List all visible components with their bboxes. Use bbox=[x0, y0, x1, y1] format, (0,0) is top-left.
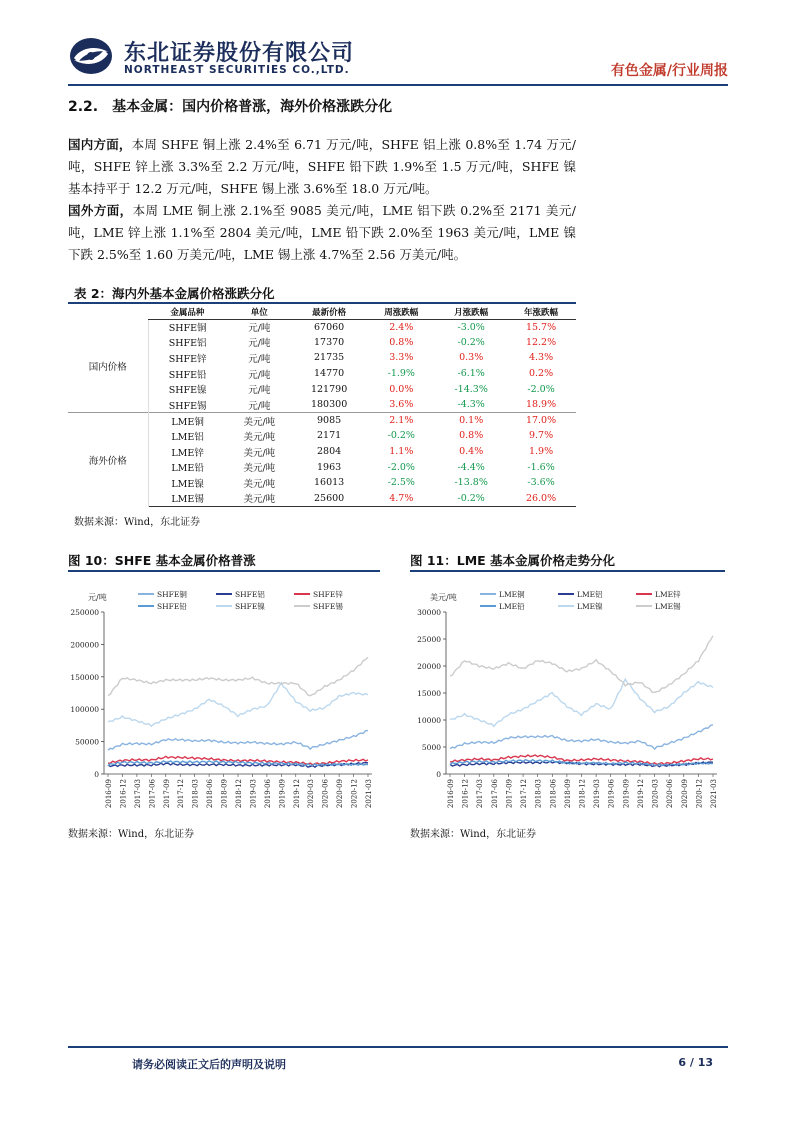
y-axis-unit-label: 美元/吨 bbox=[430, 593, 457, 602]
table-header-cell: 最新价格 bbox=[292, 305, 367, 319]
table-header-cell: 月涨跌幅 bbox=[436, 305, 506, 319]
legend-label: SHFE铝 bbox=[235, 590, 265, 599]
x-tick-label: 2019-03 bbox=[249, 779, 258, 809]
table-cell-metal: LME铜 bbox=[148, 413, 227, 429]
table-caption: 表 2：海内外基本金属价格涨跌分化 bbox=[74, 286, 275, 301]
shfe-price-chart bbox=[68, 580, 380, 818]
table-cell-metal: SHFE锌 bbox=[168, 353, 207, 365]
domestic-label: 国内方面， bbox=[68, 137, 132, 152]
table-cell-unit: 美元/吨 bbox=[243, 478, 276, 490]
x-tick-label: 2018-03 bbox=[534, 779, 543, 809]
legend-label: LME镍 bbox=[577, 602, 603, 611]
table-cell-unit: 元/吨 bbox=[248, 369, 271, 381]
footer-disclaimer: 请务必阅读正文后的声明及说明 bbox=[132, 1058, 286, 1071]
table-row bbox=[68, 413, 576, 429]
x-tick-label: 2016-12 bbox=[119, 779, 128, 809]
x-tick-label: 2018-06 bbox=[549, 779, 558, 809]
x-tick-label: 2019-06 bbox=[263, 779, 272, 809]
table-cell-week: 1.1% bbox=[389, 446, 414, 458]
series-line bbox=[108, 731, 368, 750]
table-cell-week: 0.8% bbox=[389, 336, 414, 348]
table-cell-metal: LME铅 bbox=[171, 463, 204, 475]
section-number: 2.2. bbox=[68, 99, 99, 115]
legend-label: SHFE锌 bbox=[313, 590, 343, 599]
legend-label: SHFE铜 bbox=[157, 590, 187, 599]
table-cell-price: 121790 bbox=[310, 383, 348, 395]
y-tick-label: 0 bbox=[94, 770, 99, 779]
table-cell-month: -3.0% bbox=[457, 321, 485, 333]
table-cell-price: 2171 bbox=[317, 430, 342, 442]
table-group-label: 海外价格 bbox=[68, 413, 148, 507]
table-cell-month: 0.8% bbox=[459, 430, 484, 442]
series-line bbox=[108, 657, 368, 696]
chart10-source: 数据来源：Wind，东北证券 bbox=[68, 829, 195, 840]
table-cell-year: 12.2% bbox=[525, 336, 557, 348]
chart10-caption: 图 10：SHFE 基本金属价格普涨 bbox=[68, 553, 256, 568]
table-cell-price: 25600 bbox=[292, 491, 367, 507]
table-cell-week: 2.4% bbox=[389, 321, 414, 333]
x-tick-label: 2018-12 bbox=[578, 779, 587, 809]
legend-label: LME锡 bbox=[655, 602, 681, 611]
table-cell-month: 0.3% bbox=[459, 352, 484, 364]
footer-divider bbox=[68, 1046, 728, 1048]
table-cell-unit: 美元/吨 bbox=[227, 491, 292, 507]
table-cell-metal: SHFE铜 bbox=[168, 323, 207, 335]
company-logo-icon bbox=[68, 36, 114, 76]
chart11-caption-line bbox=[410, 570, 725, 572]
table-cell-year: 18.9% bbox=[525, 399, 557, 411]
x-tick-label: 2019-06 bbox=[607, 779, 616, 809]
x-tick-label: 2020-09 bbox=[336, 779, 345, 809]
x-tick-label: 2021-03 bbox=[710, 779, 718, 809]
section-title bbox=[68, 96, 392, 116]
table-cell-metal: LME锌 bbox=[171, 447, 204, 459]
metals-price-table bbox=[68, 305, 576, 507]
x-tick-label: 2017-09 bbox=[505, 779, 514, 809]
section-heading: 基本金属：国内价格普涨，海外价格涨跌分化 bbox=[112, 99, 393, 115]
table-cell-week: -2.0% bbox=[387, 461, 415, 473]
page-header bbox=[68, 30, 728, 84]
legend-label: LME铅 bbox=[499, 602, 525, 611]
chart10-container bbox=[68, 580, 380, 818]
x-tick-label: 2020-03 bbox=[307, 779, 316, 809]
x-tick-label: 2017-09 bbox=[162, 779, 171, 809]
table-row bbox=[68, 319, 576, 335]
table-cell-year: -1.6% bbox=[527, 461, 555, 473]
table-cell-price: 16013 bbox=[313, 477, 345, 489]
table-cell-price: 67060 bbox=[313, 321, 345, 333]
y-tick-label: 25000 bbox=[417, 635, 441, 644]
x-tick-label: 2018-03 bbox=[191, 779, 200, 809]
x-tick-label: 2018-06 bbox=[206, 779, 215, 809]
table-cell-unit: 元/吨 bbox=[248, 400, 271, 412]
x-tick-label: 2019-12 bbox=[636, 779, 645, 809]
x-tick-label: 2017-03 bbox=[476, 779, 485, 809]
lme-price-chart bbox=[410, 580, 725, 818]
table-header-cell: 年涨跌幅 bbox=[506, 305, 576, 319]
table-cell-metal: SHFE锡 bbox=[168, 400, 207, 412]
table-cell-week: 0.0% bbox=[389, 383, 414, 395]
table-cell-week: 3.3% bbox=[389, 352, 414, 364]
table-cell-price: 9085 bbox=[292, 413, 367, 429]
x-tick-label: 2019-09 bbox=[622, 779, 631, 809]
table-group-label: 国内价格 bbox=[68, 319, 148, 413]
table-cell-month: -4.4% bbox=[457, 461, 485, 473]
table-cell-unit: 美元/吨 bbox=[243, 447, 276, 459]
table-header-blank bbox=[68, 305, 148, 319]
x-tick-label: 2019-03 bbox=[593, 779, 602, 809]
table-cell-metal: SHFE铅 bbox=[168, 369, 207, 381]
table-cell-unit: 元/吨 bbox=[248, 385, 271, 397]
header-divider bbox=[68, 84, 728, 86]
table-cell-year: 0.2% bbox=[528, 368, 554, 380]
table-cell-month: 0.4% bbox=[459, 446, 484, 458]
table-cell-week: 4.7% bbox=[366, 491, 436, 507]
legend-label: SHFE铅 bbox=[157, 602, 187, 611]
y-tick-label: 50000 bbox=[75, 737, 99, 747]
x-tick-label: 2020-12 bbox=[350, 779, 359, 809]
table-cell-metal: LME镍 bbox=[171, 478, 204, 490]
table-cell-month: -14.3% bbox=[454, 383, 488, 395]
table-cell-week: -2.5% bbox=[387, 477, 415, 489]
legend-label: SHFE锡 bbox=[313, 602, 343, 611]
legend-label: SHFE镍 bbox=[235, 602, 265, 611]
table-source: 数据来源：Wind，东北证券 bbox=[74, 517, 201, 528]
table-cell-week: -0.2% bbox=[387, 430, 415, 442]
y-tick-label: 10000 bbox=[417, 716, 441, 725]
chart10-caption-line bbox=[68, 570, 380, 572]
table-cell-year: -2.0% bbox=[527, 383, 555, 395]
legend-label: LME铜 bbox=[499, 590, 525, 599]
x-tick-label: 2020-06 bbox=[666, 779, 675, 809]
chart11-source: 数据来源：Wind，东北证券 bbox=[410, 829, 537, 840]
table-cell-week: -1.9% bbox=[387, 368, 415, 380]
x-tick-label: 2021-03 bbox=[365, 779, 373, 809]
x-tick-label: 2017-03 bbox=[133, 779, 142, 809]
table-caption-line bbox=[68, 302, 576, 304]
company-name-cn: 东北证券股份有限公司 bbox=[124, 41, 355, 66]
chart11-caption: 图 11：LME 基本金属价格走势分化 bbox=[410, 553, 616, 568]
x-tick-label: 2016-12 bbox=[461, 779, 470, 809]
table-header-row bbox=[68, 305, 576, 319]
x-tick-label: 2020-06 bbox=[321, 779, 330, 809]
table-cell-year: 17.0% bbox=[506, 413, 576, 429]
y-tick-label: 30000 bbox=[417, 608, 441, 617]
x-tick-label: 2020-12 bbox=[695, 779, 704, 809]
table-cell-month: -6.1% bbox=[457, 368, 485, 380]
table-cell-price: 180300 bbox=[310, 399, 348, 411]
y-tick-label: 150000 bbox=[70, 672, 99, 682]
table-cell-month: -13.8% bbox=[454, 477, 488, 489]
series-line bbox=[108, 683, 368, 726]
x-tick-label: 2020-03 bbox=[651, 779, 660, 809]
table-cell-metal: SHFE镍 bbox=[168, 385, 207, 397]
table-cell-month: -0.2% bbox=[436, 491, 506, 507]
chart11-container bbox=[410, 580, 725, 818]
table-cell-month: -0.2% bbox=[457, 336, 485, 348]
table-cell-year: 1.9% bbox=[528, 446, 554, 458]
y-axis-unit-label: 元/吨 bbox=[88, 593, 107, 602]
domestic-paragraph bbox=[68, 134, 576, 200]
table-cell-metal: SHFE铝 bbox=[168, 338, 207, 350]
table-cell-year: 4.3% bbox=[528, 352, 554, 364]
table-cell-price: 21735 bbox=[313, 352, 345, 364]
y-tick-label: 200000 bbox=[70, 640, 99, 650]
x-tick-label: 2018-09 bbox=[220, 779, 229, 809]
table-cell-year: 15.7% bbox=[525, 321, 557, 333]
table-cell-year: 26.0% bbox=[506, 491, 576, 507]
page-number: 6 / 13 bbox=[678, 1056, 713, 1069]
table-cell-unit: 元/吨 bbox=[248, 338, 271, 350]
legend-label: LME铝 bbox=[577, 590, 603, 599]
x-tick-label: 2019-12 bbox=[292, 779, 301, 809]
table-cell-price: 1963 bbox=[317, 461, 342, 473]
table-cell-unit: 美元/吨 bbox=[227, 413, 292, 429]
series-line bbox=[450, 636, 713, 693]
x-tick-label: 2016-09 bbox=[447, 779, 455, 809]
x-tick-label: 2017-12 bbox=[520, 779, 529, 809]
table-header-cell: 金属品种 bbox=[148, 305, 227, 319]
x-tick-label: 2017-12 bbox=[177, 779, 186, 809]
domestic-text: 本周 SHFE 铜上涨 2.4%至 6.71 万元/吨，SHFE 铝上涨 0.8%至 1.74 万元/吨，SHFE 锌上涨 3.3%至 2.2 万元/吨，SHFE 铅下跌 1.9%至 1.5 万元/吨，SHFE 镍基本持平于 12.2 万元/吨，SHFE 锡上涨 3.6%至 18.0 万元/吨。 bbox=[68, 137, 576, 196]
table-cell-unit: 元/吨 bbox=[248, 353, 271, 365]
x-tick-label: 2017-06 bbox=[148, 779, 157, 809]
overseas-paragraph bbox=[68, 200, 576, 266]
table-cell-unit: 美元/吨 bbox=[243, 463, 276, 475]
table-header-cell: 周涨跌幅 bbox=[366, 305, 436, 319]
series-line bbox=[450, 725, 713, 749]
table-cell-unit: 元/吨 bbox=[248, 323, 271, 335]
table-cell-month: -4.3% bbox=[457, 399, 485, 411]
table-cell-month: 0.1% bbox=[436, 413, 506, 429]
y-tick-label: 20000 bbox=[417, 662, 441, 671]
table-cell-week: 3.6% bbox=[389, 399, 414, 411]
table-header-cell: 单位 bbox=[227, 305, 292, 319]
legend-label: LME锌 bbox=[655, 590, 681, 599]
table-cell-week: 2.1% bbox=[366, 413, 436, 429]
table-cell-metal: LME锡 bbox=[148, 491, 227, 507]
report-type: 有色金属/行业周报 bbox=[610, 63, 728, 79]
x-tick-label: 2018-09 bbox=[563, 779, 572, 809]
overseas-label: 国外方面， bbox=[68, 203, 133, 218]
series-line bbox=[450, 679, 713, 726]
y-tick-label: 15000 bbox=[417, 689, 441, 698]
y-tick-label: 5000 bbox=[421, 743, 441, 752]
y-tick-label: 100000 bbox=[70, 705, 99, 715]
x-tick-label: 2017-06 bbox=[490, 779, 499, 809]
table-cell-year: -3.6% bbox=[527, 477, 555, 489]
table-cell-unit: 美元/吨 bbox=[243, 431, 276, 443]
y-tick-label: 250000 bbox=[70, 608, 99, 617]
table-cell-price: 17370 bbox=[313, 336, 345, 348]
y-tick-label: 0 bbox=[436, 770, 441, 779]
table-cell-year: 9.7% bbox=[528, 430, 554, 442]
x-tick-label: 2018-12 bbox=[235, 779, 243, 809]
overseas-text: 本周 LME 铜上涨 2.1%至 9085 美元/吨，LME 铝下跌 0.2%至 2171 美元/吨，LME 锌上涨 1.1%至 2804 美元/吨，LME 铅下跌 2.0%至 1963 美元/吨，LME 镍下跌 2.5%至 1.60 万美元/吨，LME 锡上涨 4.7%至 2.56 万美元/吨。 bbox=[68, 203, 576, 262]
x-tick-label: 2016-09 bbox=[105, 779, 113, 809]
x-tick-label: 2019-09 bbox=[278, 779, 287, 809]
x-tick-label: 2020-09 bbox=[680, 779, 689, 809]
table-cell-price: 2804 bbox=[317, 446, 342, 458]
table-cell-price: 14770 bbox=[313, 368, 345, 380]
company-name-en: NORTHEAST SECURITIES CO.,LTD. bbox=[124, 64, 350, 76]
table-cell-metal: LME铝 bbox=[171, 431, 204, 443]
